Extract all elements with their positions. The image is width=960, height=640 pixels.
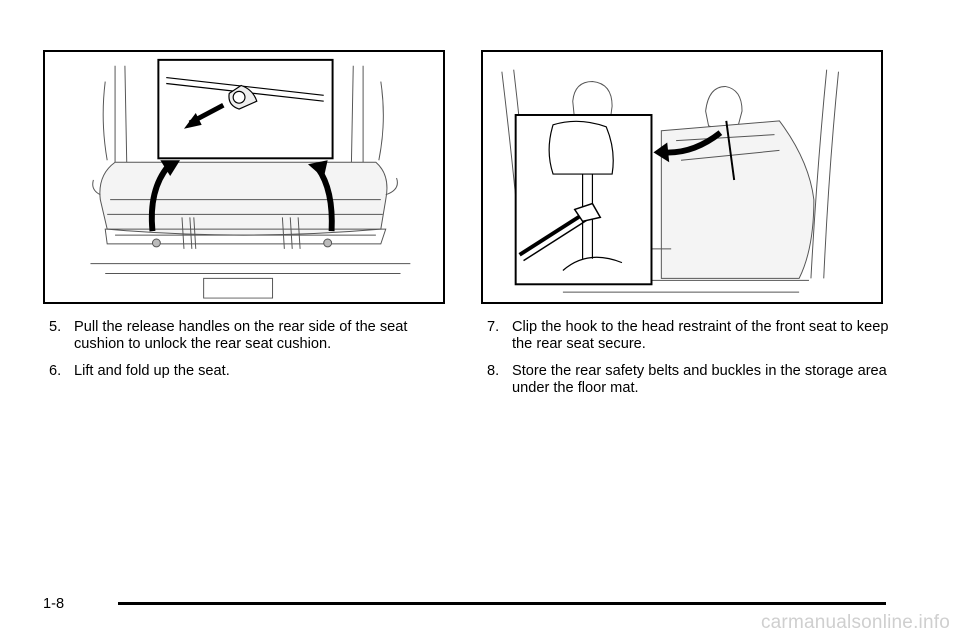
footer-rule [118,602,886,605]
instruction-step [49,363,459,380]
instruction-steps-left [49,319,459,390]
seat-hook-illustration [481,50,883,304]
step-text: Lift and fold up the seat. [74,363,230,379]
instruction-step [487,363,897,397]
watermark: carmanualsonline.info [760,612,950,633]
step-number: 5. [49,319,62,335]
instruction-step [487,319,897,353]
step-number: 7. [487,319,500,335]
page-number: 1-8 [43,596,65,612]
seat-fold-illustration [43,50,445,304]
step-text: Clip the hook to the head restraint of the front seat to keep the rear seat secure. [512,319,889,352]
seat-hook-drawing [483,52,881,302]
seat-fold-drawing [45,52,443,302]
step-number: 8. [487,363,500,379]
step-text: Pull the release handles on the rear side of the seat cushion to unlock the rear seat cushion. [74,319,408,352]
instruction-steps-right [487,319,897,407]
instruction-step [49,319,459,353]
step-text: Store the rear safety belts and buckles in the storage area under the floor mat. [512,363,887,396]
step-number: 6. [49,363,62,379]
